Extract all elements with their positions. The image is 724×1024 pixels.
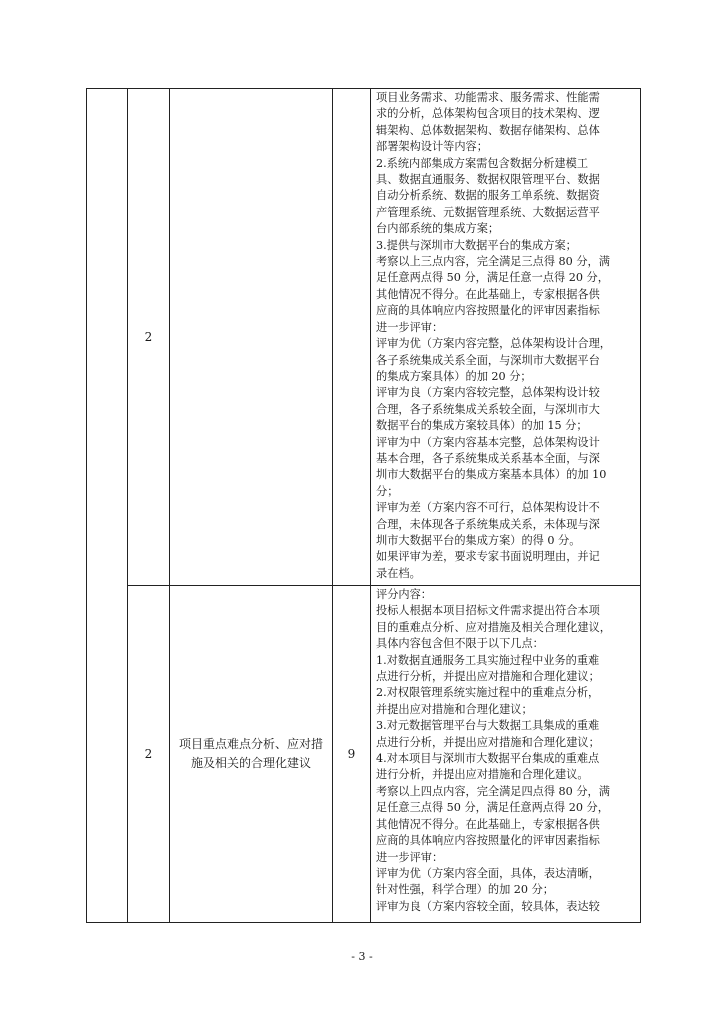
criteria-line: 自动分析系统、数据的服务工单系统、数据资 [376,189,600,203]
criteria-line: 评审为中（方案内容基本完整，总体架构设计 [376,435,600,449]
criteria-line: 针对性强，科学合理）的加 20 分； [376,883,554,897]
criteria-line: 辑架构、总体数据架构、数据存储架构、总体 [376,123,600,137]
row-number-cell: 2 [128,89,170,586]
criteria-line: 其他情况不得分。在此基础上，专家根据各供 [376,817,600,831]
criteria-line: 足任意两点得 50 分，满足任意一点得 20 分， [376,271,609,285]
criteria-line: 4.对本项目与深圳市大数据平台集成的重难点 [376,752,600,766]
criteria-line: 进行分析，并提出应对措施和合理化建议。 [376,768,589,782]
criteria-line: 投标人根据本项目招标文件需求提出符合本项 [376,604,600,618]
criteria-line: 并提出应对措施和合理化建议； [376,702,533,716]
criteria-line: 圳市大数据平台的集成方案基本具体）的加 10 [376,468,607,482]
criteria-line: 录在档。 [376,566,421,580]
criteria-line: 分； [376,484,399,498]
evaluation-table [86,88,641,923]
criteria-line: 3.对元数据管理平台与大数据工具集成的重难 [376,719,600,733]
criteria-line: 具、数据直通服务、数据权限管理平台、数据 [376,173,600,187]
criteria-line: 合理，未体现各子系统集成关系，未体现与深 [376,517,600,531]
criteria-line: 目的重难点分析、应对措施及相关合理化建议， [376,620,611,634]
criteria-line: 进一步评审： [376,320,444,334]
score-cell: 9 [333,586,371,923]
criteria-line: 产管理系统、元数据管理系统、大数据运营平 [376,205,600,219]
criteria-line: 评分内容： [376,588,432,601]
criteria-line: 1.对数据直通服务工具实施过程中业务的重难 [376,653,600,667]
evaluation-item-cell: 项目重点难点分析、应对措施及相关的合理化建议 [170,586,333,923]
criteria-line: 台内部系统的集成方案； [376,222,500,236]
criteria-line: 点进行分析，并提出应对措施和合理化建议； [376,735,600,749]
criteria-line: 2.对权限管理系统实施过程中的重难点分析， [376,686,600,700]
criteria-line: 评审为优（方案内容全面，具体，表达清晰， [376,866,600,880]
criteria-line: 评审为良（方案内容较全面，较具体，表达较 [376,899,600,913]
page-number: - 3 - [351,950,373,963]
criteria-line: 具体内容包含但不限于以下几点： [376,637,544,651]
table-row [87,89,641,586]
category-cell [87,89,128,923]
criteria-line: 基本合理，各子系统集成关系基本全面，与深 [376,451,600,465]
criteria-line: 3.提供与深圳市大数据平台的集成方案； [376,238,577,252]
table-row [87,586,641,923]
criteria-line: 点进行分析，并提出应对措施和合理化建议； [376,670,600,684]
criteria-line: 部署架构设计等内容； [376,140,488,154]
criteria-line: 2.系统内部集成方案需包含数据分析建模工 [376,156,589,170]
criteria-line: 项目业务需求、功能需求、服务需求、性能需 [376,91,600,104]
criteria-line: 其他情况不得分。在此基础上，专家根据各供 [376,287,600,301]
criteria-line: 进一步评审： [376,850,444,864]
criteria-line: 各子系统集成关系全面，与深圳市大数据平台 [376,353,600,367]
criteria-line: 数据平台的集成方案较具体）的加 15 分； [376,419,588,433]
criteria-line: 合理，各子系统集成关系较全面，与深圳市大 [376,402,600,416]
criteria-line: 应商的具体响应内容按照量化的评审因素指标 [376,304,600,318]
row-number-cell: 2 [128,586,170,923]
criteria-line: 评审为良（方案内容较完整，总体架构设计较 [376,386,600,400]
criteria-line: 足任意三点得 50 分，满足任意两点得 20 分， [376,801,609,815]
criteria-line: 考察以上四点内容，完全满足四点得 80 分，满 [376,784,610,798]
criteria-line: 的集成方案具体）的加 20 分； [376,369,532,383]
score-cell [333,89,371,586]
criteria-line: 评审为优（方案内容完整，总体架构设计合理， [376,337,611,351]
criteria-line: 评审为差（方案内容不可行，总体架构设计不 [376,501,600,515]
criteria-line: 求的分析，总体架构包含项目的技术架构、逻 [376,107,600,121]
criteria-line: 考察以上三点内容，完全满足三点得 80 分，满 [376,255,610,269]
criteria-line: 如果评审为差，要求专家书面说明理由，并记 [376,550,600,564]
scoring-criteria-cell [371,89,641,586]
evaluation-item-cell [170,89,333,586]
criteria-line: 应商的具体响应内容按照量化的评审因素指标 [376,834,600,848]
criteria-line: 圳市大数据平台的集成方案）的得 0 分。 [376,533,581,547]
scoring-criteria-cell [371,586,641,923]
